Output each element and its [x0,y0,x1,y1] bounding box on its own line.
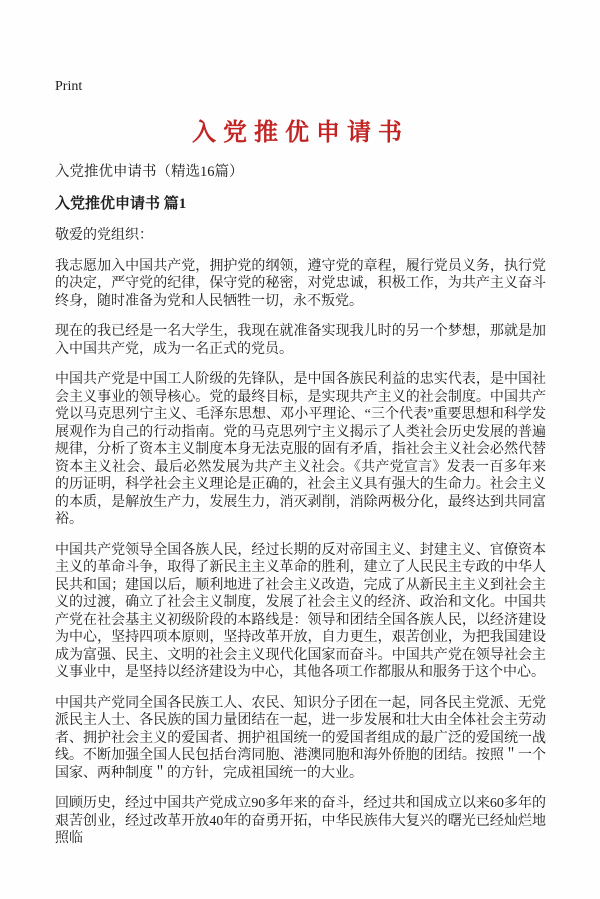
article-paragraph: 我志愿加入中国共产党，拥护党的纲领，遵守党的章程，履行党员义务，执行党的决定，严守党的纪律，保守党的秘密，对党忠诚，积极工作，为共产主义奋斗终身，随时准备为党和人民牺牲一切，永不叛党。 [55,258,546,309]
section-heading: 入党推优申请书 篇1 [55,196,187,212]
article-paragraph: 中国共产党领导全国各族人民，经过长期的反对帝国主义、封建主义、官僚资本主义的革命斗争，取得了新民主主义革命的胜利，建立了人民民主专政的中华人民共和国；建国以后，顺利地进了社会主义改造，完成了从新民主主义到社会主义的过渡，确立了社会主义制度，发展了社会主义的经济、政治和文化。中国共产党在社会基主义初级阶段的本路线是：领导和团结全国各族人民，以经济建设为中心，坚持四项本原则，坚持改革开放，自力更生，艰苦创业，为把我国建设成为富强、民主、文明的社会主义现代化国家而奋斗。中国共产党在领导社会主义事业中，是坚持以经济建设为中心，其他各项工作都服从和服务于这个中心。 [55,542,546,680]
article-paragraph: 中国共产党同全国各民族工人、农民、知识分子团在一起，同各民主党派、无党派民主人士、各民族的国力量团结在一起，进一步发展和壮大由全体社会主劳动者、拥护社会主义的爱国者、拥护祖国统一的爱国者组成的最广泛的爱国统一战线。不断加强全国人民包括台湾同胞、港澳同胞和海外侨胞的团结。按照＂一个国家、两种制度＂的方针，完成祖国统一的大业。 [55,695,546,781]
article-subtitle: 入党推优申请书（精选16篇） [55,164,244,180]
article-paragraph: 现在的我已经是一名大学生，我现在就准备实现我儿时的另一个梦想，那就是加入中国共产党，成为一名正式的党员。 [55,324,546,357]
article-paragraph: 中国共产党是中国工人阶级的先锋队，是中国各族民利益的忠实代表，是中国社会主义事业的领导核心。党的最终目标，是实现共产主义的社会制度。中国共产党以马克思列宁主义、毛泽东思想、邓小平理论、“三个代表”重要思想和科学发展观作为自己的行动指南。党的马克思列宁主义揭示了人类社会历史发展的普遍规律，分析了资本主义制度本身无法克服的固有矛盾，指社会主义社会必然代替资本主义社会、最后必然发展为共产主义社会。《共产党宣言》发表一百多年来的历证明，科学社会主义理论是正确的，社会主义具有强大的生命力。社会主义的本质，是解放生产力，发展生力，消灭剥削，消除两极分化，最终达到共同富裕。 [55,372,546,527]
salutation: 敬爱的党组织： [55,228,153,243]
print-link[interactable]: Print [55,79,83,94]
article-paragraph: 回顾历史，经过中国共产党成立90多年来的奋斗，经过共和国成立以来60多年的艰苦创业，经过改革开放40年的奋勇开拓，中华民族伟大复兴的曙光已经灿烂地照临 [55,796,546,846]
page-title: 入党推优申请书 [192,120,409,146]
